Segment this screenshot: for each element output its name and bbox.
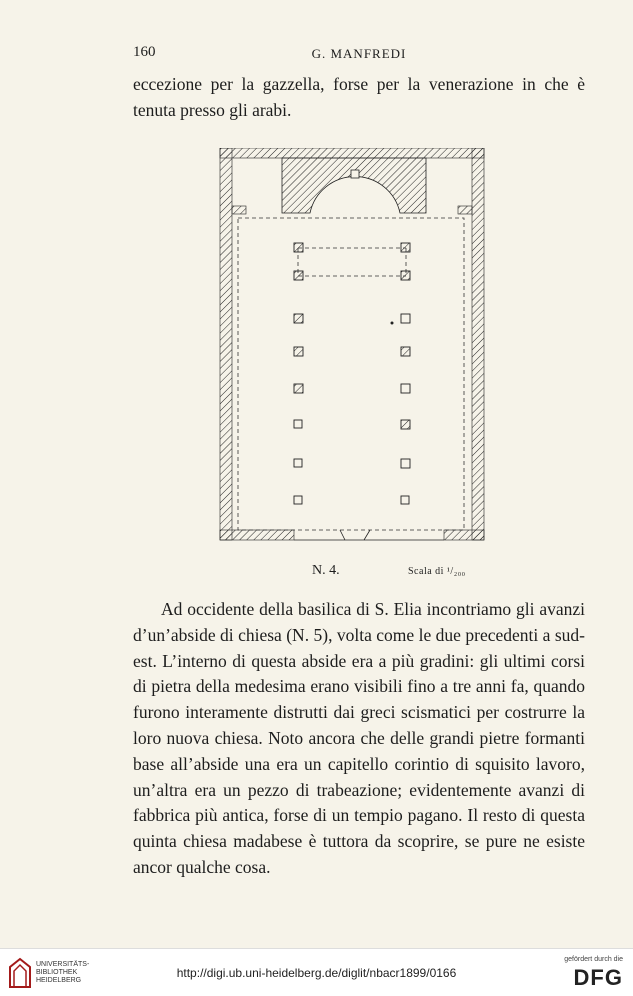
pillars [294,243,410,504]
permalink-url[interactable]: http://digi.ub.uni-heidelberg.de/diglit/nbacr1899/0166 [176,966,457,980]
digitization-footer [0,948,633,996]
running-title: G. MANFREDI [311,46,407,61]
paragraph-1: eccezione per la gazzella, forse per la venerazione in che è tenuta presso gli arabi. [133,74,585,120]
dfg-logo: DFG [573,965,623,990]
page-number: 160 [133,44,156,60]
floor-plan-figure [214,148,486,556]
running-header [133,44,585,64]
paragraph-2: Ad occidente della basilica di S. Elia incontriamo gli avanzi d’un’abside di chiesa (N. 5), volta come le due precedenti a sud-est. L’interno di questa abside era a più gradini: gli ultimi corsi di pietra della medesima erano visibili fino a tre anni fa, quando furono interamente distrutti dai greci scismatici per costrurre la loro nuova chiesa. Noto ancora che delle grandi pietre formanti base all’abside una era un capitello corintio di squisito lavoro, un’altra era un pezzo di trabeazione; evidentemente avanzi di fabbrica più antica, forse di un tempio pagano. Il resto di questa quinta chiesa madabese è tuttora da scoprire, se pure ne esiste ancor qualche cosa. [133,599,585,877]
figure-caption: N. 4. [312,563,340,578]
wall-hatching [220,148,484,540]
sponsor-label: gefördert durch die [564,956,623,963]
figure-scale: Scala di ¹/₂₀₀ [408,566,466,577]
dashed-outline [238,218,464,530]
library-name: UNIVERSITÄTS- BIBLIOTHEK HEIDELBERG [36,961,90,984]
entrance-marks [294,530,444,540]
